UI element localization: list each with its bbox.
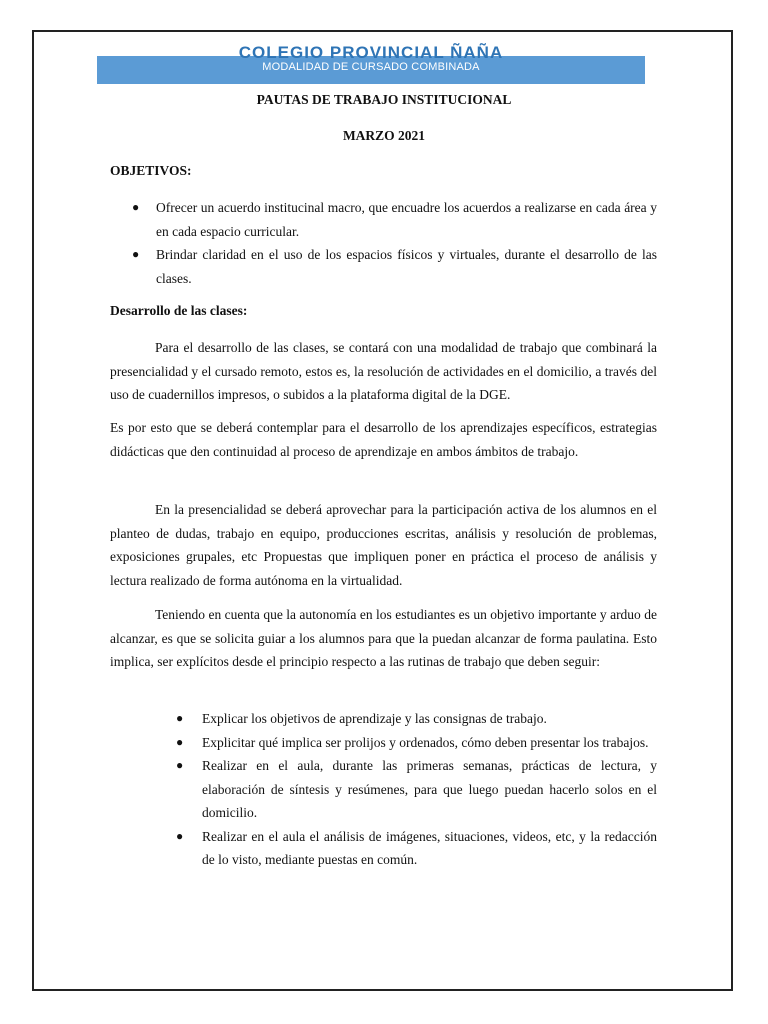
list-item: [132, 243, 657, 290]
paragraph: Teniendo en cuenta que la autonomía en los estudiantes es un objetivo importante y arduo de alcanzar, es que se solicita guiar a los alumnos para que la puedan alcanzar de forma paulatina. Esto implica, ser explícitos desde el principio respecto a las rutinas de trabajo que deben seguir:: [110, 607, 657, 669]
paragraph: En la presencialidad se deberá aprovechar para la participación activa de los alumnos en el planteo de dudas, trabajo en equipo, producciones escritas, análisis y resolución de problemas, exposiciones grupales, etc Propuestas que impliquen poner en práctica el proceso de análisis y lectura realizado de forma autónoma en la virtualidad.: [110, 502, 657, 588]
header-modality: MODALIDAD DE CURSADO COMBINADA: [262, 61, 480, 73]
list-item-text: Ofrecer un acuerdo institucinal macro, que encuadre los acuerdos a realizarse en cada área y en cada espacio curricular.: [156, 200, 657, 239]
objectives-heading: OBJETIVOS:: [110, 163, 192, 178]
document-date: MARZO 2021: [342, 128, 426, 143]
list-item-text: Brindar claridad en el uso de los espacios físicos y virtuales, durante el desarrollo de las clases.: [156, 247, 657, 286]
bullet-dot-icon: ●: [176, 758, 184, 772]
list-item: [176, 754, 657, 825]
header-banner: [97, 43, 645, 84]
document-title: PAUTAS DE TRABAJO INSTITUCIONAL: [256, 92, 512, 107]
list-item: [176, 731, 657, 755]
list-item: [176, 707, 657, 731]
routines-list: [176, 707, 657, 872]
bullet-dot-icon: ●: [176, 828, 184, 843]
list-item-text: Explicitar qué implica ser prolijos y ordenados, cómo deben presentar los trabajos.: [202, 734, 649, 750]
header-clipped-title: COLEGIO PROVINCIAL ÑAÑA: [238, 43, 504, 62]
development-heading: Desarrollo de las clases:: [110, 303, 248, 318]
bullet-dot-icon: ●: [132, 200, 140, 214]
list-item: [176, 825, 657, 872]
paragraph: Para el desarrollo de las clases, se contará con una modalidad de trabajo que combinará la presencialidad y el cursado remoto, estos es, la resolución de actividades en el domicilio, a través del uso de cuadernillos impresos, o subidos a la plataforma digital de la DGE.: [110, 340, 657, 402]
bullet-dot-icon: ●: [176, 734, 184, 749]
bullet-dot-icon: ●: [132, 247, 140, 261]
list-item: [132, 196, 657, 243]
list-item-text: Explicar los objetivos de aprendizaje y las consignas de trabajo.: [202, 711, 547, 726]
list-item-text: Realizar en el aula el análisis de imágenes, situaciones, videos, etc, y la redacción de lo visto, mediante puestas en común.: [202, 828, 657, 867]
bullet-dot-icon: ●: [176, 711, 184, 725]
paragraph: Es por esto que se deberá contemplar para el desarrollo de los aprendizajes específicos, estrategias didácticas que den continuidad al proceso de aprendizaje en ambos ámbitos de trabajo.: [110, 420, 657, 459]
list-item-text: Realizar en el aula, durante las primeras semanas, prácticas de lectura, y elaboración de síntesis y resúmenes, para que luego puedan hacerlo solos en el domicilio.: [202, 758, 657, 820]
objectives-list: [132, 196, 657, 290]
